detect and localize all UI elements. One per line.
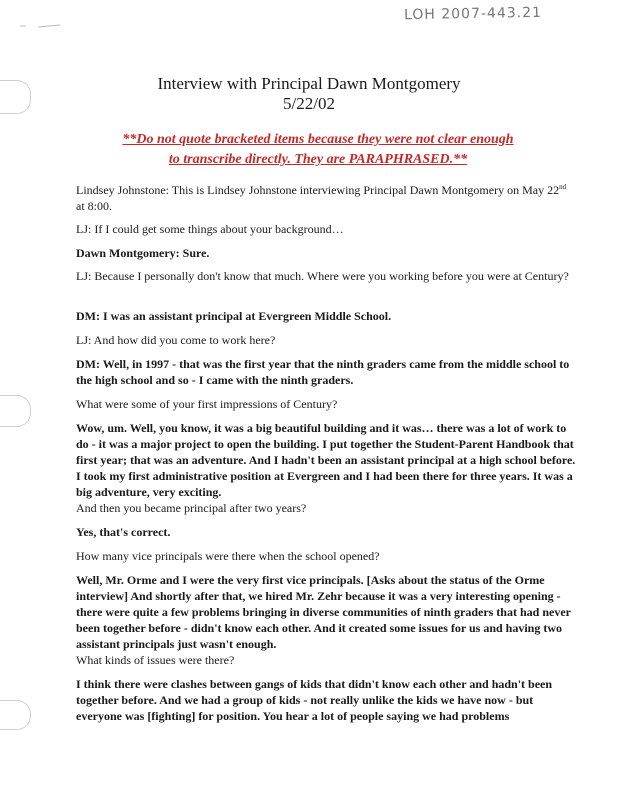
paragraph-question: What kinds of issues were there? <box>76 653 235 667</box>
paragraph-intro <box>76 182 576 214</box>
document-date: 5/22/02 <box>283 94 335 113</box>
paragraph-question: LJ: And how did you come to work here? <box>76 333 276 347</box>
paragraph-answer: Wow, um. Well, you know, it was a big beautiful building and it was… there was a lot of work to do - it was a major project to open the building. I put together the Student-Parent Handbook that first year; that was an adventure. And I hadn't been an assistant principal at a high school before. I took my first administrative position at Evergreen and I had been there for three years. It was a big adventure, very exciting. <box>76 421 576 499</box>
paragraph-answer: Yes, that's correct. <box>76 525 171 539</box>
intro-text-end: at 8:00. <box>76 199 112 213</box>
document-title: Interview with Principal Dawn Montgomery <box>157 74 461 93</box>
paragraph-question: And then you became principal after two years? <box>76 501 307 515</box>
ordinal-suffix: nd <box>559 183 567 191</box>
paragraph-answer: Well, Mr. Orme and I were the very first vice principals. [Asks about the status of the Orme interview] And shortly after that, we hired Mr. Zehr because it was a very interesting opening - there were quite a few problems bringing in diverse communities of ninth graders that had never been together before - didn't know each other. And it created some issues for us and having two assistant principals just wasn't enough. <box>76 573 571 651</box>
paragraph-answer: DM: I was an assistant principal at Evergreen Middle School. <box>76 309 392 323</box>
paragraph-question: What were some of your first impressions of Century? <box>76 397 338 411</box>
intro-text: Lindsey Johnstone: This is Lindsey Johnstone interviewing Principal Dawn Montgomery on May 22 <box>76 183 560 197</box>
paragraph-question: LJ: If I could get some things about your background… <box>76 222 344 236</box>
paragraph-answer: DM: Well, in 1997 - that was the first year that the ninth graders came from the middle school to the high school and so - I came with the ninth graders. <box>76 357 570 387</box>
paragraph-answer: I think there were clashes between gangs of kids that didn't know each other and hadn't been together before. And we had a group of kids - not really unlike the kids we have now - but everyone was [fighting] for position. You hear a lot of people saying we had problems <box>76 677 553 723</box>
paragraph-question: LJ: Because I personally don't know that much. Where were you working before you were at Century? <box>76 269 569 283</box>
punch-hole <box>0 395 31 427</box>
transcription-warning: **Do not quote bracketed items because they were not clear enough to transcribe directly. They are PARAPHRASED.** <box>122 132 514 167</box>
accession-number: LOH 2007-443.21 <box>403 4 543 24</box>
paragraph-question: How many vice principals were there when the school opened? <box>76 549 380 563</box>
punch-hole <box>0 700 31 730</box>
scan-mark <box>20 22 62 30</box>
paragraph-answer: Dawn Montgomery: Sure. <box>76 246 210 260</box>
